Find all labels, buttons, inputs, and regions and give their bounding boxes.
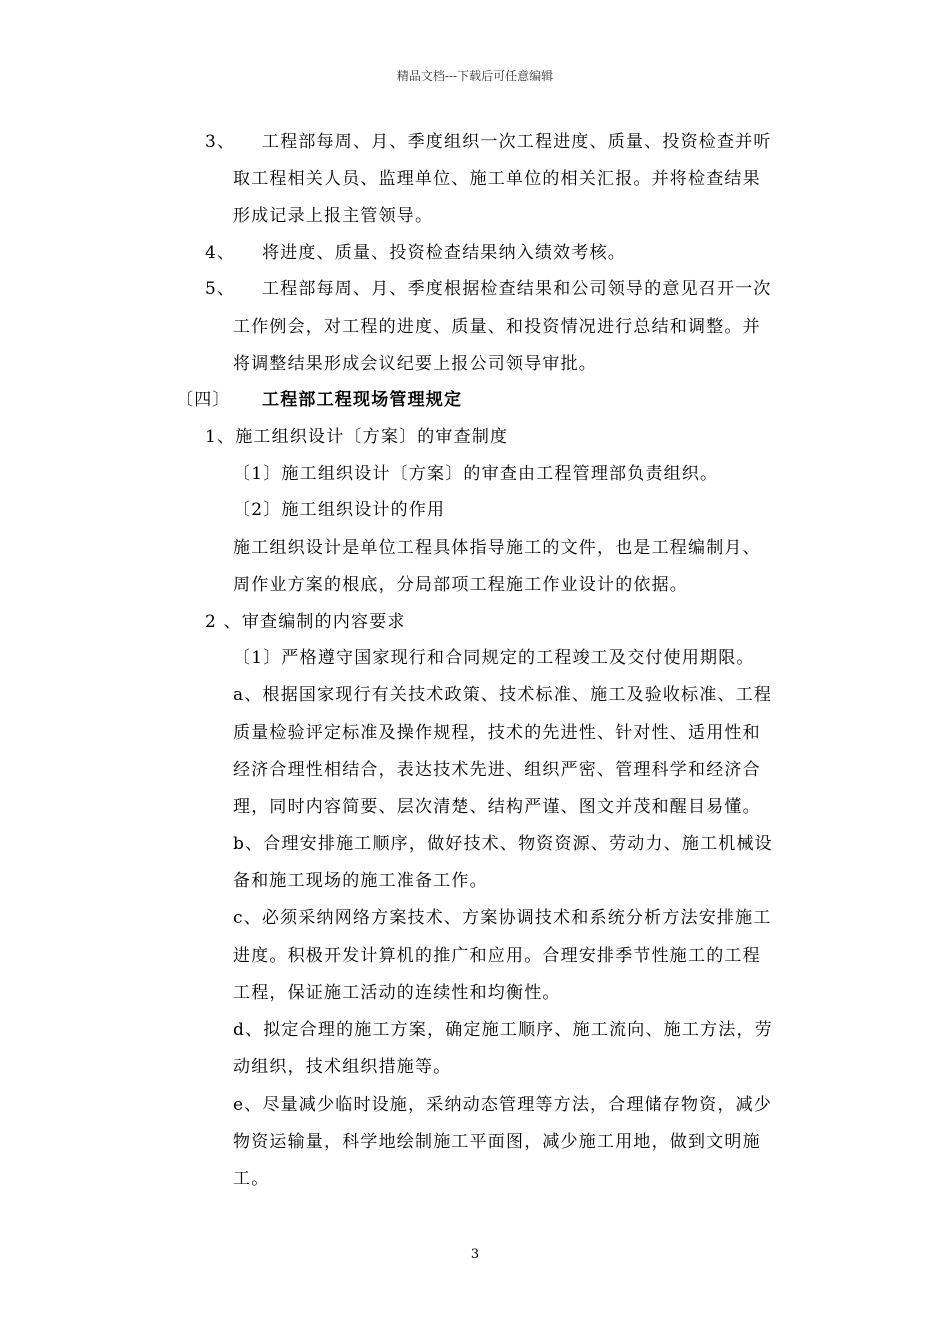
item-5-line-1: 工程部每周、月、季度根据检查结果和公司领导的意见召开一次 — [262, 279, 772, 299]
item-e-line-2: 物资运输量，科学地绘制施工平面图，减少施工用地，做到文明施 — [233, 1132, 761, 1152]
section-title: 工程部工程现场管理规定 — [262, 390, 463, 410]
page-number: 3 — [470, 1247, 480, 1262]
item-e-line-3: 工。 — [233, 1169, 270, 1189]
item-c-line-3: 工程，保证施工活动的连续性和均衡性。 — [233, 983, 561, 1003]
item-3-line-2: 取工程相关人员、监理单位、施工单位的相关汇报。并将检查结果 — [233, 169, 761, 189]
subsection-1-title: 1、施工组织设计〔方案〕的审查制度 — [205, 427, 509, 447]
item-4-number: 4、 — [205, 243, 236, 263]
subsection-1-para-2: 〔2〕施工组织设计的作用 — [233, 500, 446, 520]
subsection-1-para-3-line-1: 施工组织设计是单位工程具体指导施工的文件，也是工程编制月、 — [233, 538, 761, 558]
item-a-line-4: 理，同时内容简要、层次清楚、结构严谨、图文并茂和醒目易懂。 — [233, 797, 761, 817]
item-a-line-2: 质量检验评定标准及操作规程，技术的先进性、针对性、适用性和 — [233, 723, 761, 743]
subsection-2-para-1: 〔1〕严格遵守国家现行和合同规定的工程竣工及交付使用期限。 — [233, 648, 755, 668]
item-5-number: 5、 — [205, 279, 236, 299]
item-e-line-1: e、尽量减少临时设施，采纳动态管理等方法，合理储存物资，减少 — [233, 1095, 773, 1115]
item-b-line-2: 备和施工现场的施工准备工作。 — [233, 871, 488, 891]
item-b-line-1: b、合理安排施工顺序，做好技术、物资资源、劳动力、施工机械设 — [233, 834, 773, 854]
section-number: 〔四〕 — [176, 390, 231, 410]
item-a-line-3: 经济合理性相结合，表达技术先进、组织严密、管理科学和经济合 — [233, 760, 761, 780]
item-5-line-2: 工作例会，对工程的进度、质量、和投资情况进行总结和调整。并 — [233, 317, 761, 337]
item-3-number: 3、 — [205, 132, 236, 152]
subsection-1-para-3-line-2: 周作业方案的根底，分局部项工程施工作业设计的依据。 — [233, 575, 688, 595]
item-d-line-1: d、拟定合理的施工方案，确定施工顺序、施工流向、施工方法，劳 — [233, 1020, 773, 1040]
item-c-line-2: 进度。积极开发计算机的推广和应用。合理安排季节性施工的工程 — [233, 946, 761, 966]
item-d-line-2: 动组织，技术组织措施等。 — [233, 1057, 452, 1077]
item-3-line-3: 形成记录上报主管领导。 — [233, 206, 434, 226]
item-5-line-3: 将调整结果形成会议纪要上报公司领导审批。 — [233, 354, 597, 374]
item-4-text: 将进度、质量、投资检查结果纳入绩效考核。 — [262, 243, 626, 263]
subsection-2-title: 2 、审查编制的内容要求 — [205, 612, 406, 632]
page-header: 精品文档---下载后可任意编辑 — [396, 69, 554, 83]
item-3-line-1: 工程部每周、月、季度组织一次工程进度、质量、投资检查并听 — [262, 132, 772, 152]
item-c-line-1: c、必须采纳网络方案技术、方案协调技术和系统分析方法安排施工 — [233, 908, 772, 928]
subsection-1-para-1: 〔1〕施工组织设计〔方案〕的审查由工程管理部负责组织。 — [233, 464, 719, 484]
item-a-line-1: a、根据国家现行有关技术政策、技术标准、施工及验收标准、工程 — [233, 685, 773, 705]
